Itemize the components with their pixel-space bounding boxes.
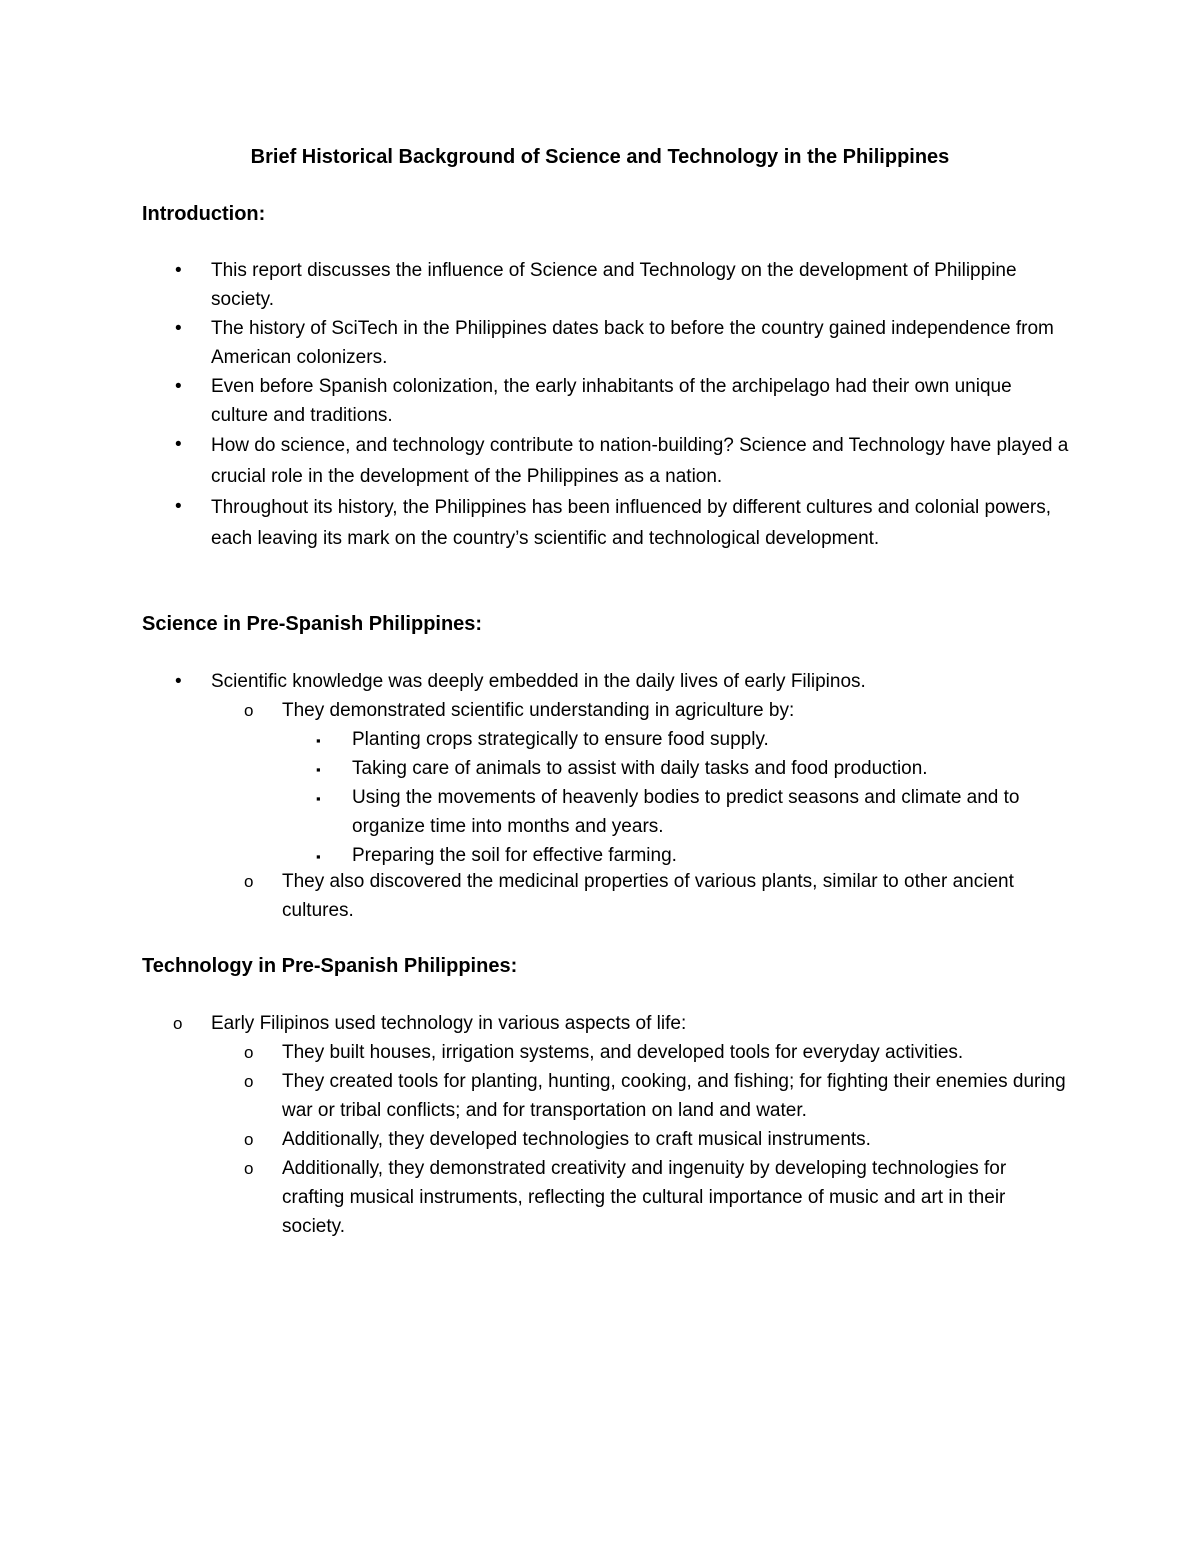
list-item-text: Throughout its history, the Philippines has been influenced by different cultures and colonial powers, each leaving its mark on the country’s scientific and technological development.	[211, 497, 1052, 549]
technology-list-level1	[173, 1009, 1071, 1038]
list-item	[316, 725, 1062, 754]
list-item	[175, 492, 1071, 554]
list-item-text: They built houses, irrigation systems, and developed tools for everyday activities.	[282, 1042, 964, 1063]
list-item-text: They demonstrated scientific understanding in agriculture by:	[282, 700, 795, 721]
science-list-level2b	[244, 867, 1062, 925]
science-list-level1	[175, 667, 1071, 696]
bullet-disc-icon: •	[175, 376, 182, 397]
list-item-text: Additionally, they developed technologies to craft musical instruments.	[282, 1129, 871, 1150]
list-item-text: Using the movements of heavenly bodies to predict seasons and climate and to organize time into months and years.	[352, 787, 1020, 837]
bullet-square-icon: ▪	[316, 762, 321, 777]
list-item	[244, 1038, 1072, 1067]
list-item-text: This report discusses the influence of Science and Technology on the development of Philippine society.	[211, 260, 1017, 310]
intro-list	[175, 256, 1071, 554]
list-item-text: They created tools for planting, hunting, cooking, and fishing; for fighting their enemies during war or tribal conflicts; and for transportation on land and water.	[282, 1071, 1066, 1121]
document-title: Brief Historical Background of Science and Technology in the Philippines	[250, 146, 950, 168]
list-item	[244, 867, 1062, 925]
bullet-disc-icon: •	[175, 671, 182, 692]
list-item-text: Taking care of animals to assist with daily tasks and food production.	[352, 758, 928, 779]
bullet-square-icon: ▪	[316, 791, 321, 806]
list-item-text: How do science, and technology contribute to nation-building? Science and Technology have played a crucial role in the development of the Philippines as a nation.	[211, 435, 1069, 487]
list-item-text: Planting crops strategically to ensure food supply.	[352, 729, 769, 750]
bullet-circle-icon: o	[244, 1159, 254, 1178]
list-item	[175, 667, 1071, 696]
list-item-text: The history of SciTech in the Philippines dates back to before the country gained independence from American colonizers.	[211, 318, 1054, 368]
list-item	[244, 1154, 1072, 1241]
bullet-circle-icon: o	[244, 1072, 254, 1091]
bullet-disc-icon: •	[175, 318, 182, 339]
bullet-circle-icon: o	[244, 701, 254, 720]
bullet-circle-icon: o	[173, 1014, 183, 1033]
bullet-circle-icon: o	[244, 872, 254, 891]
list-item-text: Early Filipinos used technology in various aspects of life:	[211, 1013, 687, 1034]
bullet-square-icon: ▪	[316, 849, 321, 864]
list-item-text: Even before Spanish colonization, the early inhabitants of the archipelago had their own unique culture and traditions.	[211, 376, 1012, 426]
list-item	[316, 754, 1062, 783]
list-item	[316, 841, 1062, 870]
list-item-text: Additionally, they demonstrated creativity and ingenuity by developing technologies for crafting musical instruments, reflecting the cultural importance of music and art in their society.	[282, 1158, 1007, 1237]
list-item	[175, 256, 1071, 314]
list-item	[244, 696, 1062, 725]
bullet-disc-icon: •	[175, 434, 182, 455]
list-item-text: Preparing the soil for effective farming.	[352, 845, 677, 866]
list-item	[175, 314, 1071, 372]
list-item	[173, 1009, 1071, 1038]
list-item	[175, 372, 1071, 430]
bullet-circle-icon: o	[244, 1043, 254, 1062]
technology-list-level2	[244, 1038, 1072, 1241]
list-item	[244, 1125, 1072, 1154]
list-item	[316, 783, 1062, 841]
heading-introduction: Introduction:	[142, 203, 266, 225]
list-item-text: Scientific knowledge was deeply embedded in the daily lives of early Filipinos.	[211, 671, 866, 692]
science-list-level3	[316, 725, 1062, 870]
list-item	[175, 430, 1071, 492]
bullet-circle-icon: o	[244, 1130, 254, 1149]
list-item	[244, 1067, 1072, 1125]
science-list-level2a	[244, 696, 1062, 725]
heading-technology: Technology in Pre-Spanish Philippines:	[142, 955, 518, 977]
list-item-text: They also discovered the medicinal properties of various plants, similar to other ancient cultures.	[282, 871, 1014, 921]
bullet-square-icon: ▪	[316, 733, 321, 748]
heading-science: Science in Pre-Spanish Philippines:	[142, 613, 483, 635]
bullet-disc-icon: •	[175, 496, 182, 517]
bullet-disc-icon: •	[175, 260, 182, 281]
